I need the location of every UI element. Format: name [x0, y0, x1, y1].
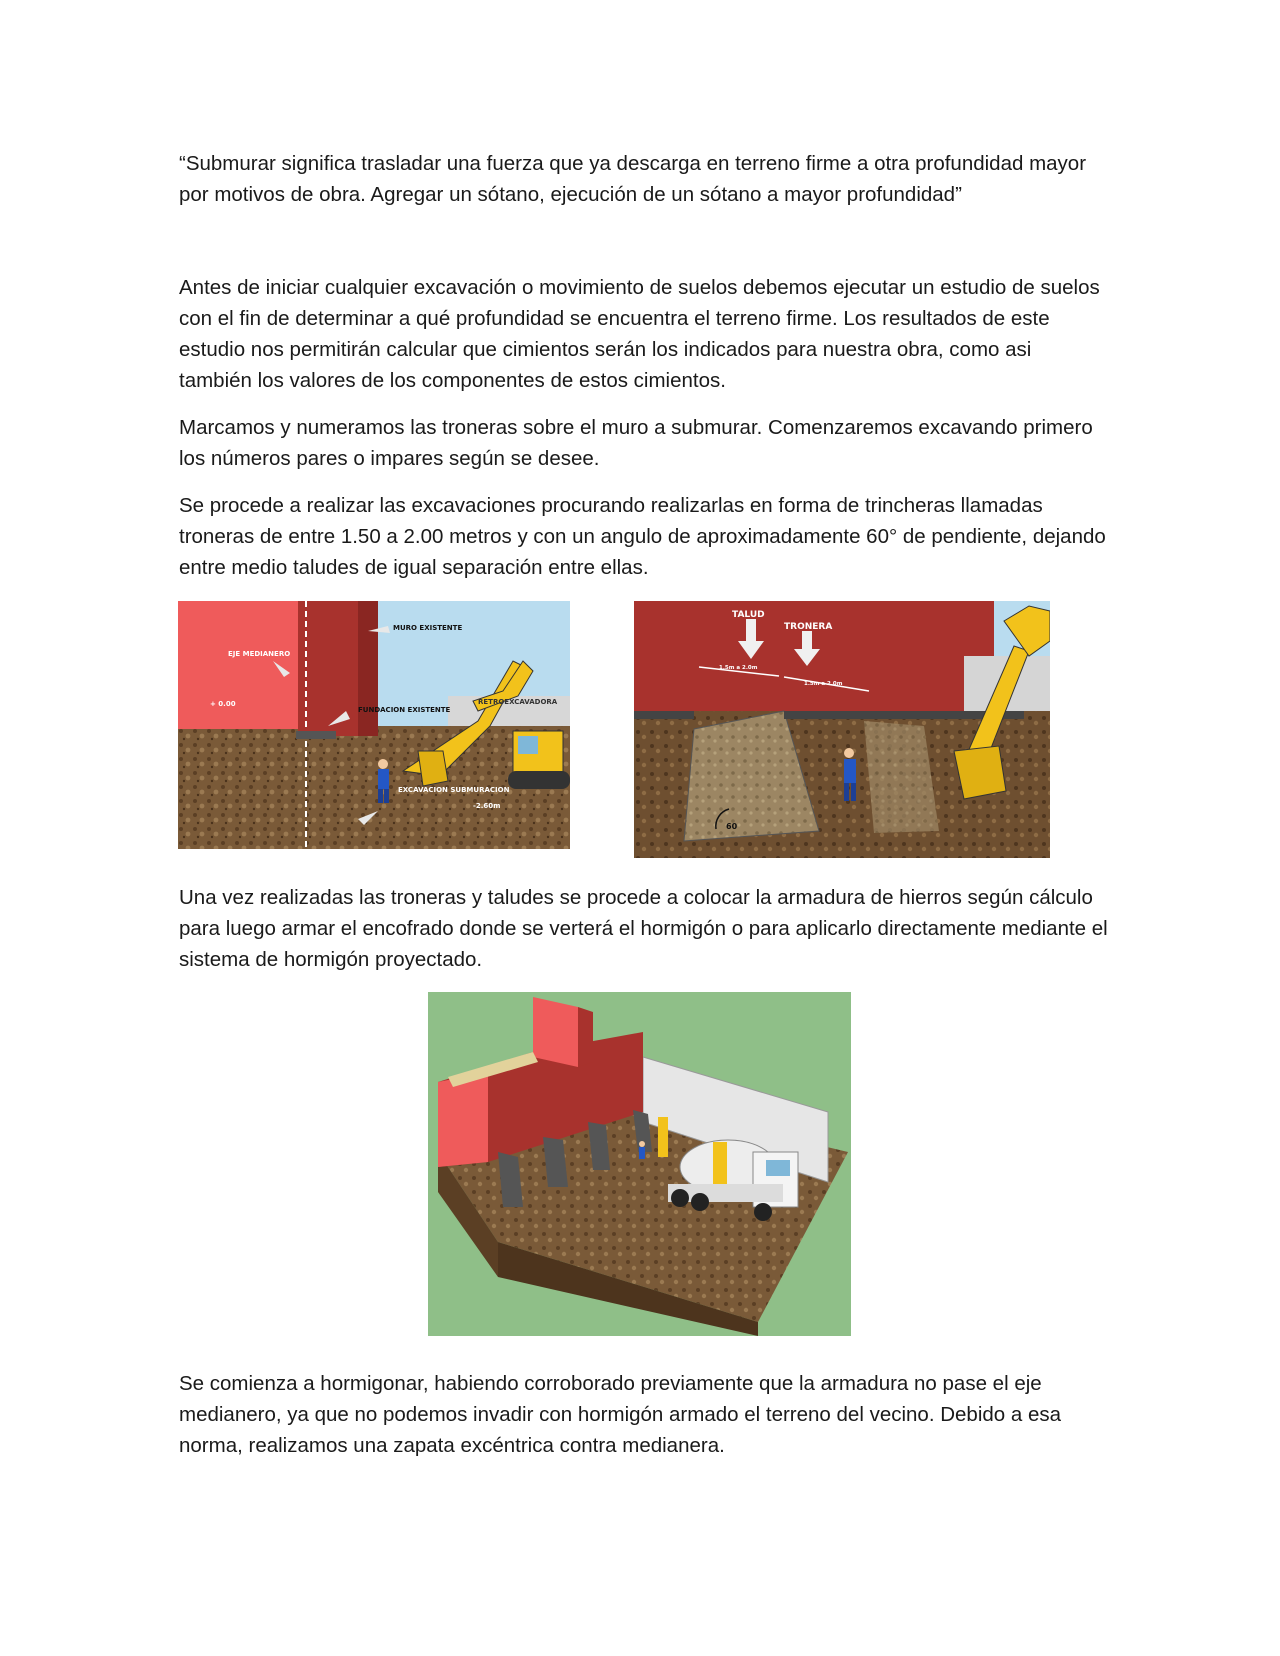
figure-hormigonado-3d-illustration — [428, 992, 851, 1336]
label-tronera: TRONERA — [784, 622, 833, 632]
figure-hormigonado-3d — [428, 992, 851, 1336]
paragraph-armadura: Una vez realizadas las troneras y taludes se procede a colocar la armadura de hierros según cálculo para luego armar el encofrado donde se verterá el hormigón o para aplicarlo directamente mediante el sistema de hormigón proyectado. — [179, 886, 1108, 971]
paragraph-hormigonar: Se comienza a hormigonar, habiendo corroborado previamente que la armadura no pase el eje medianero, ya que no podemos invadir con hormigón armado el terreno del vecino. Debido a esa norma, realizamos una zapata excéntrica contra medianera. — [179, 1372, 1062, 1457]
label-dimension-talud: 1.5m a 2.0m — [719, 665, 758, 671]
label-retroexcavadora: RETROEXCAVADORA — [478, 698, 558, 706]
label-talud: TALUD — [732, 610, 765, 620]
quote-paragraph: “Submurar significa trasladar una fuerza que ya descarga en terreno firme a otra profundidad mayor por motivos de obra. Agregar un sótano, ejecución de un sótano a mayor profundidad” — [179, 152, 1087, 206]
figure-taludes-troneras — [634, 601, 1050, 858]
figure-taludes-troneras-illustration — [634, 601, 1050, 858]
label-dimension-tronera: 1.5m a 2.0m — [804, 681, 843, 687]
label-muro-existente: MURO EXISTENTE — [393, 624, 463, 632]
label-excavacion-submuracion: EXCAVACION SUBMURACION — [398, 786, 510, 794]
label-eje-medianero: EJE MEDIANERO — [228, 650, 291, 658]
figure-excavation-overview-illustration — [178, 601, 570, 849]
label-level-depth: -2.60m — [473, 802, 501, 810]
label-level-zero: + 0.00 — [210, 700, 236, 708]
paragraph-excavation: Se procede a realizar las excavaciones procurando realizarlas en forma de trincheras llamadas troneras de entre 1.50 a 2.00 metros y con un angulo de aproximadamente 60° de pendiente, dejando entre medio taludes de igual separación entre ellas. — [179, 494, 1106, 579]
paragraph-troneras-marking: Marcamos y numeramos las troneras sobre el muro a submurar. Comenzaremos excavando primero los números pares o impares según se desee. — [179, 416, 1093, 470]
paragraph-soil-study: Antes de iniciar cualquier excavación o movimiento de suelos debemos ejecutar un estudio de suelos con el fin de determinar a qué profundidad se encuentra el terreno firme. Los resultados de este estudio nos permitirán calcular que cimientos serán los indicados para nuestra obra, como asi también los valores de los componentes de estos cimientos. — [179, 276, 1100, 392]
figure-excavation-overview — [178, 601, 570, 849]
label-angle: 60 — [726, 822, 738, 831]
label-fundacion-existente: FUNDACION EXISTENTE — [358, 706, 451, 714]
